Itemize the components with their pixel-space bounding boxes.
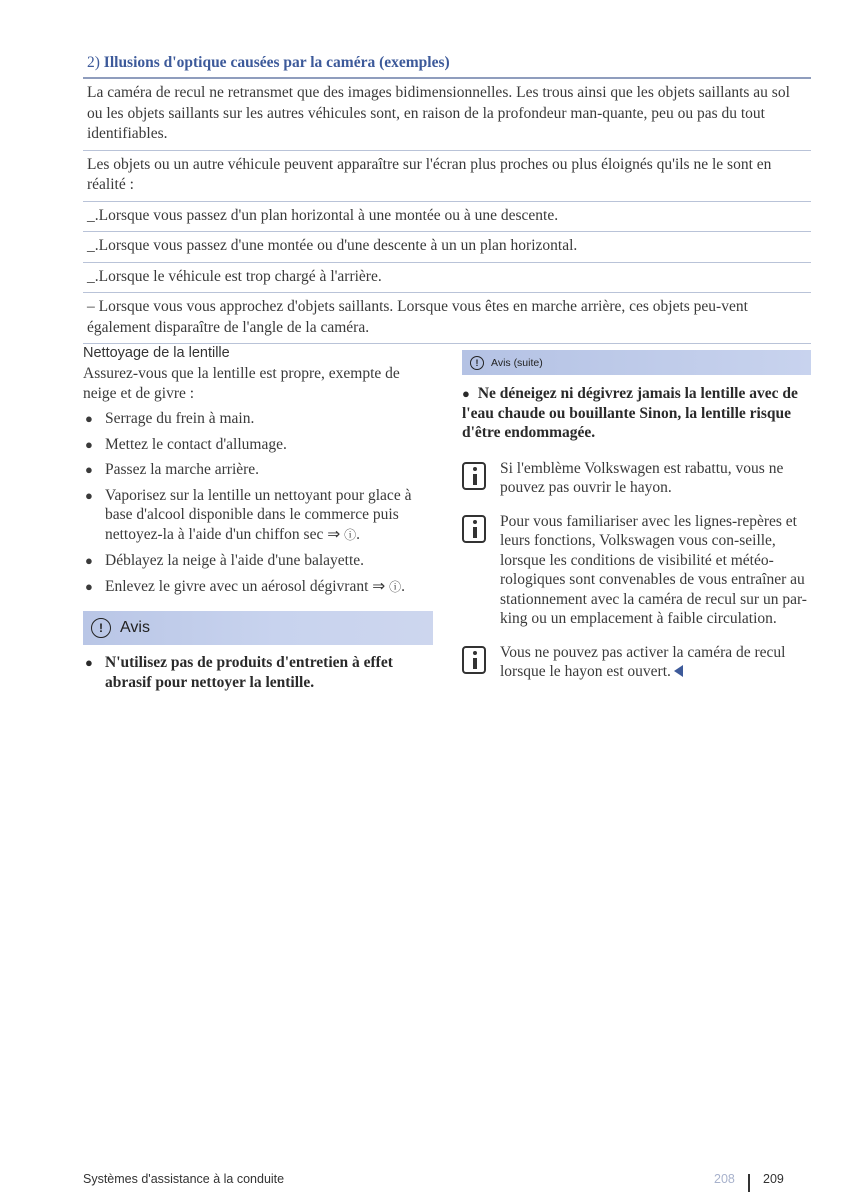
bullet-icon: ● <box>85 655 93 670</box>
notice-ref-icon: ⓘ <box>389 579 402 594</box>
list-item-text: Enlevez le givre avec un aérosol dégivrant ⇒ <box>105 577 386 595</box>
info-note <box>462 512 811 629</box>
page-number-right: 209 <box>763 1172 784 1186</box>
bullet-icon: ● <box>85 578 93 594</box>
end-of-section-icon <box>674 665 683 677</box>
notice-icon: ! <box>470 356 484 370</box>
illusions-table <box>83 54 811 344</box>
list-item-text: Mettez le contact d'allumage. <box>105 435 287 453</box>
avis-item-text: Ne déneigez ni dégivrez jamais la lentille avec de l'eau chaude ou bouillante Sinon, la lentille risque d'être endommagée. <box>462 385 798 441</box>
avis-label: Avis <box>120 619 150 636</box>
list-item-text: Déblayez la neige à l'aide d'une balayette. <box>105 552 365 569</box>
info-text: Vous ne pouvez pas activer la caméra de recul lorsque le hayon est ouvert. <box>500 643 786 680</box>
page-separator <box>748 1174 750 1192</box>
bullet-icon: ● <box>85 411 93 426</box>
list-item <box>83 435 433 455</box>
list-item <box>83 551 433 571</box>
bullet-icon: ● <box>462 386 470 401</box>
info-icon <box>462 646 486 674</box>
page-number-left: 208 <box>714 1172 735 1186</box>
avis-item <box>462 384 811 443</box>
info-text: Si l'emblème Volkswagen est rabattu, vous ne pouvez pas ouvrir le hayon. <box>500 459 784 496</box>
avis-header <box>83 611 433 645</box>
list-item-text: Vaporisez sur la lentille un nettoyant pour glace à base d'alcool disponible dans le commerce puis nettoyez-la à l'aide d'un chiffon sec ⇒ <box>105 486 412 543</box>
table-row: _.Lorsque vous passez d'une montée ou d'une descente à un un plan horizontal. <box>83 231 811 262</box>
table-title-text: Illusions d'optique causées par la caméra (exemples) <box>103 54 450 71</box>
avis-suite-label: Avis (suite) <box>491 356 543 369</box>
info-note <box>462 643 811 682</box>
section-heading: Nettoyage de la lentille <box>83 345 230 361</box>
info-text: Pour vous familiariser avec les lignes-repères et leurs fonctions, Volkswagen vous con-seille, lorsque les conditions de visibilité et météo-rologiques sont convenables de vous entraîner au stationnement avec la caméra de recul sur un par-king ou un emplacement à faible circulation. <box>500 512 807 627</box>
list-item <box>83 460 433 480</box>
table-row: La caméra de recul ne retransmet que des images bidimensionnelles. Les trous ainsi que les objets saillants au sol ou les objets saillants sur les autres véhicules sont, en raison de la profondeur man-quante, peu ou pas du tout identifiables. <box>83 77 811 150</box>
bullet-icon: ● <box>85 462 93 477</box>
left-column <box>83 345 433 692</box>
table-row: _.Lorsque le véhicule est trop chargé à l'arrière. <box>83 262 811 293</box>
table-title-number: 2) <box>87 54 100 71</box>
table-title <box>83 54 811 77</box>
notice-ref-icon: ⓘ <box>344 527 357 542</box>
bullet-icon: ● <box>85 436 93 452</box>
list-item: ● Enlevez le givre avec un aérosol dégivrant ⇒ ⓘ. <box>85 577 406 595</box>
footer-section-title: Systèmes d'assistance à la conduite <box>83 1172 285 1186</box>
right-column <box>462 350 811 682</box>
list-item-text: Passez la marche arrière. <box>105 461 260 478</box>
info-icon <box>462 462 486 490</box>
notice-icon: ! <box>91 618 111 638</box>
list-item <box>83 409 433 429</box>
table-row: _.Lorsque vous passez d'un plan horizontal à une montée ou à une descente. <box>83 201 811 232</box>
bullet-icon: ● <box>85 553 93 568</box>
avis-item-text: N'utilisez pas de produits d'entretien à effet abrasif pour nettoyer la lentille. <box>105 654 393 691</box>
info-icon <box>462 515 486 543</box>
avis-suite-header <box>462 350 811 375</box>
list-item-text: Serrage du frein à main. <box>105 410 255 427</box>
table-row: – Lorsque vous vous approchez d'objets saillants. Lorsque vous êtes en marche arrière, ces objets peu-vent également disparaître de l'angle de la caméra. <box>83 292 811 344</box>
bullet-icon: ● <box>85 487 93 503</box>
list-item: ● Vaporisez sur la lentille un nettoyant pour glace à base d'alcool disponible dans le commerce puis nettoyez-la à l'aide d'un chiffon sec ⇒ ⓘ. <box>85 486 412 543</box>
intro-text: Assurez-vous que la lentille est propre, exempte de neige et de givre : <box>83 365 400 402</box>
table-row: Les objets ou un autre véhicule peuvent apparaître sur l'écran plus proches ou plus éloignés qu'ils ne le sont en réalité : <box>83 150 811 201</box>
info-note <box>462 459 811 498</box>
avis-item <box>83 653 433 692</box>
